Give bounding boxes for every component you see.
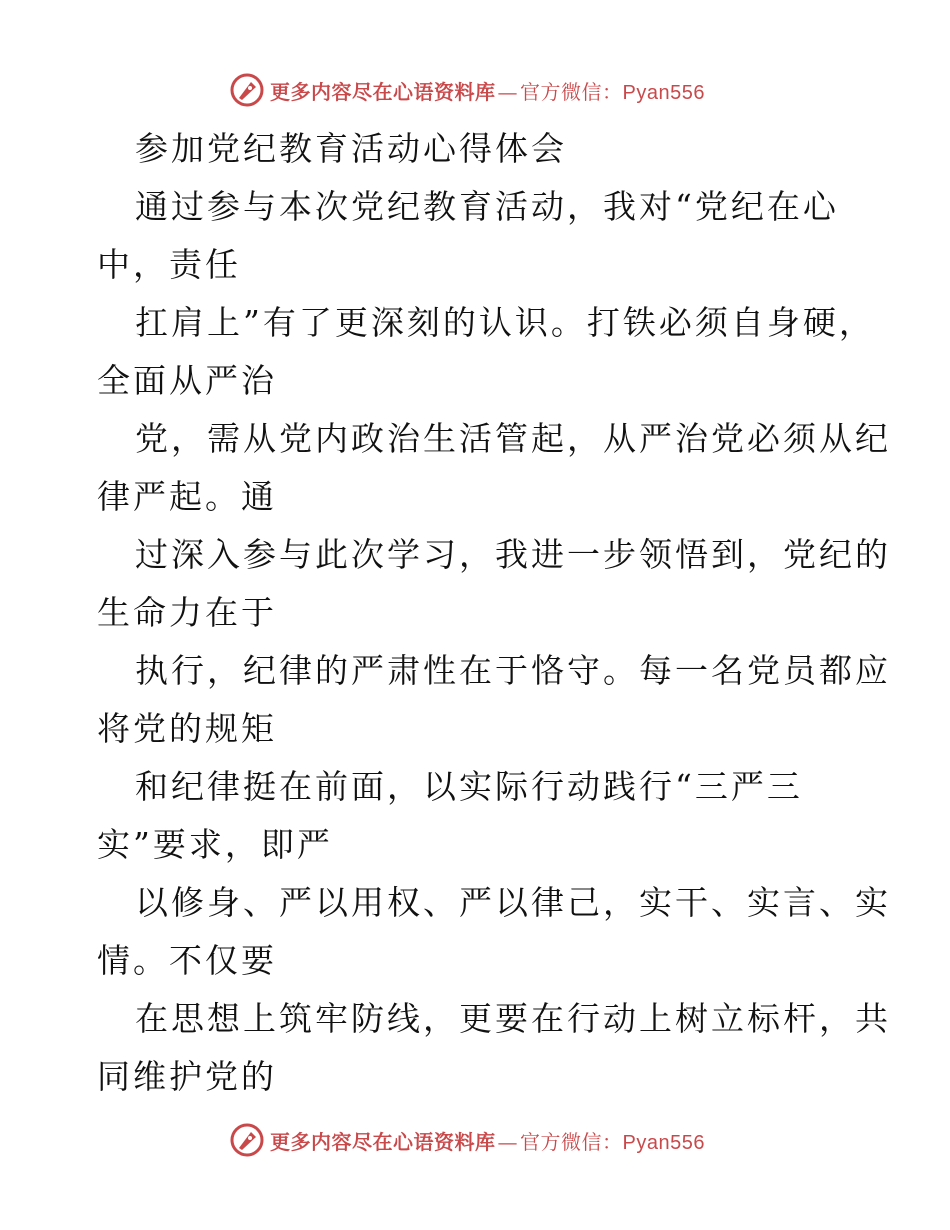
paragraph-line: 以修身、严以用权、严以律己，实干、实言、实: [135, 883, 891, 922]
header-site-text: 更多内容尽在心语资料库: [270, 79, 496, 104]
footer-official-label: 官方微信：: [520, 1129, 623, 1154]
footer-site-text: 更多内容尽在心语资料库: [270, 1129, 496, 1154]
paragraph-line: 在思想上筑牢防线，更要在行动上树立标杆，共: [135, 999, 891, 1038]
paragraph-line: 中，责任: [97, 245, 241, 284]
paragraph-line: 将党的规矩: [97, 709, 277, 748]
paragraph-line: 情。不仅要: [97, 941, 277, 980]
footer-dash: —: [497, 1129, 518, 1154]
header-banner-text: [270, 76, 705, 105]
header-banner: [230, 70, 705, 110]
paragraph-line: 全面从严治: [97, 361, 277, 400]
paragraph-line: 扛肩上”有了更深刻的认识。打铁必须自身硬，: [135, 303, 875, 342]
paragraph-line: 党，需从党内政治生活管起，从严治党必须从纪: [135, 419, 891, 458]
paragraph-line: 同维护党的: [97, 1057, 277, 1096]
header-official-label: 官方微信：: [520, 79, 623, 104]
header-dash: —: [497, 79, 518, 104]
document-body: [97, 120, 891, 1106]
document-title: 参加党纪教育活动心得体会: [135, 129, 567, 168]
pen-nib-logo-icon: [230, 73, 264, 107]
footer-wechat-id: Pyan556: [622, 1131, 705, 1154]
footer-banner-text: [270, 1126, 705, 1155]
pen-nib-logo-icon: [230, 1123, 264, 1157]
paragraph-line: 实”要求，即严: [97, 825, 333, 864]
header-wechat-id: Pyan556: [622, 81, 705, 104]
paragraph-line: 过深入参与此次学习，我进一步领悟到，党纪的: [135, 535, 891, 574]
paragraph-line: 生命力在于: [97, 593, 277, 632]
paragraph-line: 执行，纪律的严肃性在于恪守。每一名党员都应: [135, 651, 891, 690]
paragraph-line: 和纪律挺在前面，以实际行动践行“三严三: [135, 767, 803, 806]
footer-banner: [230, 1120, 705, 1160]
paragraph-line: 律严起。通: [97, 477, 277, 516]
paragraph-line: 通过参与本次党纪教育活动，我对“党纪在心: [135, 187, 839, 226]
